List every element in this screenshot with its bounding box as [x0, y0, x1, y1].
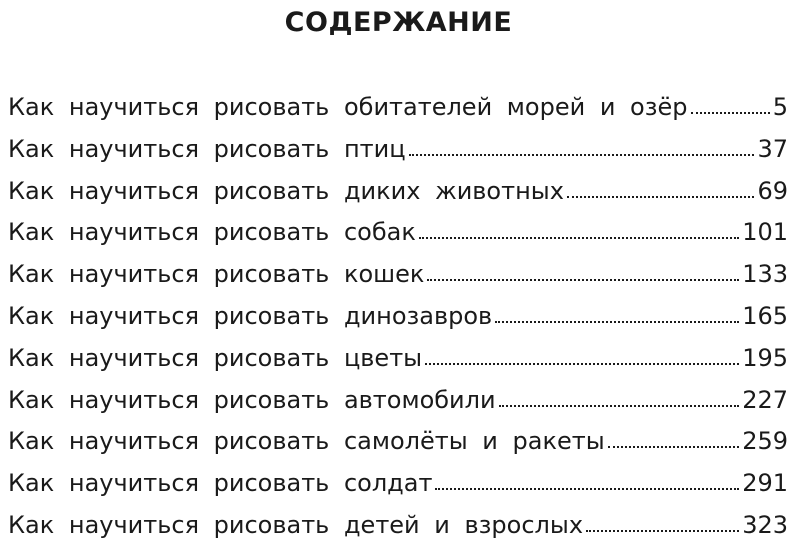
toc-entry[interactable] — [8, 296, 788, 338]
dot-leader — [586, 529, 739, 532]
dot-leader — [427, 278, 739, 281]
toc-entry-label: Как научиться рисовать детей и взрослых — [8, 510, 584, 539]
toc-page-number: 195 — [742, 343, 788, 372]
toc-page-number: 259 — [742, 427, 788, 456]
toc-page-number: 133 — [742, 260, 788, 289]
toc-entry-label: Как научиться рисовать динозавров — [8, 301, 493, 330]
toc-page-number: 69 — [757, 176, 788, 205]
dot-leader — [608, 445, 740, 448]
toc-page-number: 291 — [742, 469, 788, 498]
page-title: СОДЕРЖАНИЕ — [284, 7, 513, 38]
toc-entry[interactable] — [8, 421, 788, 463]
dot-leader — [419, 236, 739, 239]
toc-entry-label: Как научиться рисовать собак — [8, 218, 416, 247]
dot-leader — [409, 153, 755, 156]
toc-entry-label: Как научиться рисовать самолёты и ракеты — [8, 427, 605, 456]
toc-page-number: 227 — [742, 385, 788, 414]
toc-entry-label: Как научиться рисовать птиц — [8, 134, 406, 163]
table-of-contents — [8, 87, 788, 547]
dot-leader — [425, 362, 739, 365]
toc-entry[interactable] — [8, 254, 788, 296]
dot-leader — [435, 487, 739, 490]
toc-entry[interactable] — [8, 380, 788, 422]
toc-page-number: 37 — [757, 134, 788, 163]
dot-leader — [499, 404, 740, 407]
toc-entry-label: Как научиться рисовать диких животных — [8, 176, 564, 205]
toc-entry-label: Как научиться рисовать солдат — [8, 469, 433, 498]
toc-page-number: 5 — [772, 93, 788, 121]
toc-page-number: 101 — [742, 218, 788, 247]
toc-entry[interactable] — [8, 212, 788, 254]
toc-page-number: 323 — [742, 510, 788, 539]
dot-leader — [691, 111, 770, 114]
toc-entry-label: Как научиться рисовать цветы — [8, 343, 423, 372]
toc-entry[interactable] — [8, 463, 788, 505]
toc-entry[interactable] — [8, 505, 788, 547]
dot-leader — [567, 195, 755, 198]
toc-entry[interactable] — [8, 171, 788, 213]
toc-entry-label: Как научиться рисовать кошек — [8, 260, 425, 289]
toc-entry[interactable] — [8, 338, 788, 380]
toc-page-number: 165 — [742, 301, 788, 330]
toc-entry-label: Как научиться рисовать автомобили — [8, 385, 496, 414]
toc-entry[interactable] — [8, 87, 788, 129]
dot-leader — [495, 320, 739, 323]
toc-entry-label: Как научиться рисовать обитателей морей и озёр — [8, 93, 688, 121]
toc-entry[interactable] — [8, 129, 788, 171]
